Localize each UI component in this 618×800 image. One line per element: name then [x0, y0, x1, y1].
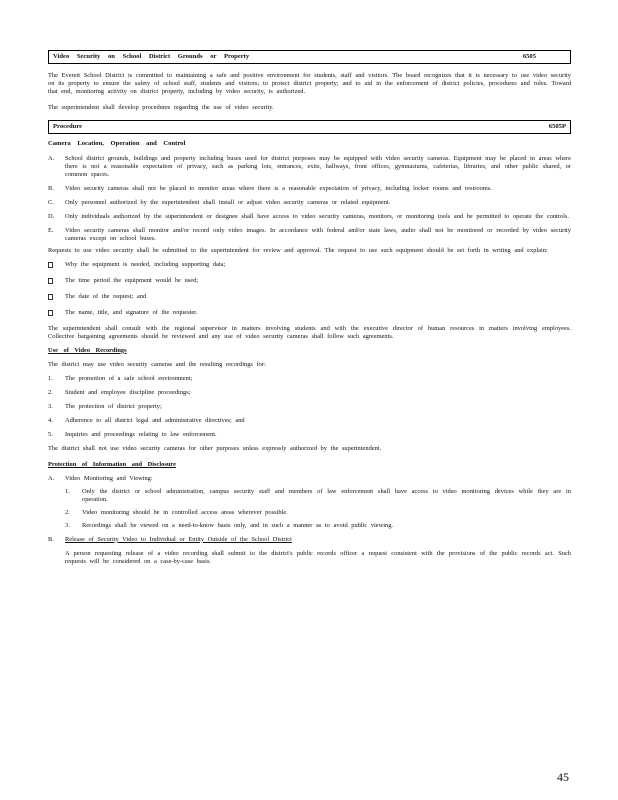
item-text: Student and employee discipline proceedings;	[65, 388, 191, 396]
item-text: Video security cameras shall not be placed to monitor areas where there is a reasonable expectation of privacy, including locker rooms and restrooms.	[65, 184, 492, 192]
intro-paragraph-2: The superintendent shall develop procedures regarding the use of video security.	[48, 104, 274, 112]
item-label: A.	[48, 474, 55, 482]
protection-section-title: Protection of Information and Disclosure	[48, 460, 176, 468]
bullet-icon	[48, 278, 53, 284]
use-section-title: Use of Video Recordings	[48, 346, 127, 354]
procedure-code: 6505P	[548, 123, 566, 131]
item-text: Video security cameras shall monitor and/or record only video images. In accordance with federal and/or state laws, audio shall not be monitored or recorded by video security cameras except on school buses.	[65, 226, 571, 242]
procedure-title: Procedure	[53, 123, 83, 131]
bullet-item	[48, 293, 571, 303]
item-label: D.	[48, 212, 55, 220]
request-paragraph: Requests to use video security shall be submitted to the superintendent for review and approval. The request to use such equipment should be set forth in writing and explain:	[48, 246, 548, 254]
list-item	[48, 475, 571, 483]
list-item	[48, 199, 571, 207]
procedure-heading	[48, 120, 571, 134]
list-item	[48, 389, 571, 397]
item-label: 4.	[48, 416, 53, 424]
bullet-icon	[48, 310, 53, 316]
bullet-item	[48, 261, 571, 271]
item-text: The protection of district property;	[65, 402, 162, 410]
bullet-item	[48, 309, 571, 319]
item-label: 2.	[48, 388, 53, 396]
release-paragraph: A person requesting release of a video recording shall submit to the district's public records officer a request consistent with the provisions of the public records act. Such requests will be considered on a case-by-case basis.	[65, 549, 571, 565]
item-text: Adherence to all district legal and administrative directives; and	[65, 416, 245, 424]
use-closing: The district shall not use video security cameras for other purposes unless expressly authorized by the superintendent.	[48, 444, 382, 452]
intro-paragraph-1: The Everett School District is committed to maintaining a safe and positive environment for students, staff and visitors. The board recognizes that it is necessary to use video security on its property to ensure the safety of school staff, students and visitors; to protect district property; and to aid in the enforcement of district policies, procedures and rules. Toward that end, monitoring activity on district property, including by video security, is authorized.	[48, 72, 571, 96]
list-item	[48, 417, 571, 425]
camera-items	[48, 155, 571, 243]
list-item	[48, 536, 571, 544]
policy-heading	[48, 50, 571, 64]
policy-code: 6505	[522, 53, 536, 60]
list-item	[48, 375, 571, 383]
item-label: 1.	[65, 487, 70, 495]
bullet-text: The name, title, and signature of the requester.	[65, 308, 198, 316]
item-label: 3.	[65, 521, 70, 529]
bullet-text: Why the equipment is needed, including supporting data;	[65, 260, 226, 268]
list-item	[48, 213, 571, 221]
item-text: Video Monitoring and Viewing:	[65, 474, 153, 482]
sub-list-item	[48, 509, 571, 517]
list-item	[48, 155, 571, 179]
list-item	[48, 227, 571, 243]
list-item	[48, 185, 571, 193]
bullet-text: The time period the equipment would be used;	[65, 276, 199, 284]
list-item	[48, 403, 571, 411]
item-label: A.	[48, 154, 55, 162]
use-intro: The district may use video security cameras and the resulting recordings for:	[48, 360, 266, 368]
item-text: School district grounds, buildings and property including buses used for district purposes may be equipped with video security cameras. Equipment may be placed in areas where there is not a reasonable expectation of privacy, such as parking lots, entrances, exits, hallways, front offices, gymnasiums, cafeterias, libraries, and other public shared, or common spaces.	[65, 154, 571, 178]
item-text: Video monitoring should be in controlled access areas wherever possible.	[82, 508, 288, 516]
item-label: B.	[48, 535, 54, 543]
bullet-text: The date of the request; and	[65, 292, 147, 300]
item-label: 2.	[65, 508, 70, 516]
list-item	[48, 431, 571, 439]
sub-list-item	[48, 522, 571, 530]
bullet-icon	[48, 262, 53, 268]
sub-list-item	[48, 488, 571, 504]
item-text: Release of Security Video to Individual or Entity Outside of the School District	[65, 535, 292, 543]
item-label: 1.	[48, 374, 53, 382]
item-text: Recordings shall be viewed on a need-to-know basis only, and in such a manner as to avoid public viewing.	[82, 521, 394, 529]
item-text: The promotion of a safe school environment;	[65, 374, 193, 382]
camera-section-title: Camera Location, Operation and Control	[48, 140, 186, 148]
item-text: Inquiries and proceedings relating to law enforcement.	[65, 430, 217, 438]
item-text: Only personnel authorized by the superintendent shall install or adjust video security cameras or related equipment.	[65, 198, 391, 206]
document-page	[48, 50, 571, 566]
item-label: 3.	[48, 402, 53, 410]
bullet-item	[48, 277, 571, 287]
item-label: E.	[48, 226, 54, 234]
page-number: 45	[557, 770, 569, 784]
item-label: 5.	[48, 430, 53, 438]
policy-title: Video Security on School District Grounds or Property	[53, 53, 250, 60]
consult-paragraph: The superintendent shall consult with the regional supervisor in matters involving students and with the executive director of human resources in matters involving employees. Collective bargaining agreements should be reviewed and any use of video security cameras shall follow such agreements.	[48, 324, 571, 340]
item-text: Only the district or school administration, campus security staff and members of law enforcement shall have access to video monitoring devices while they are in operation.	[82, 487, 571, 503]
item-text: Only individuals authorized by the superintendent or designee shall have access to video security cameras, monitors, or monitoring tools and be permitted to operate the controls.	[65, 212, 569, 220]
item-label: C.	[48, 198, 54, 206]
bullet-icon	[48, 294, 53, 300]
item-label: B.	[48, 184, 54, 192]
